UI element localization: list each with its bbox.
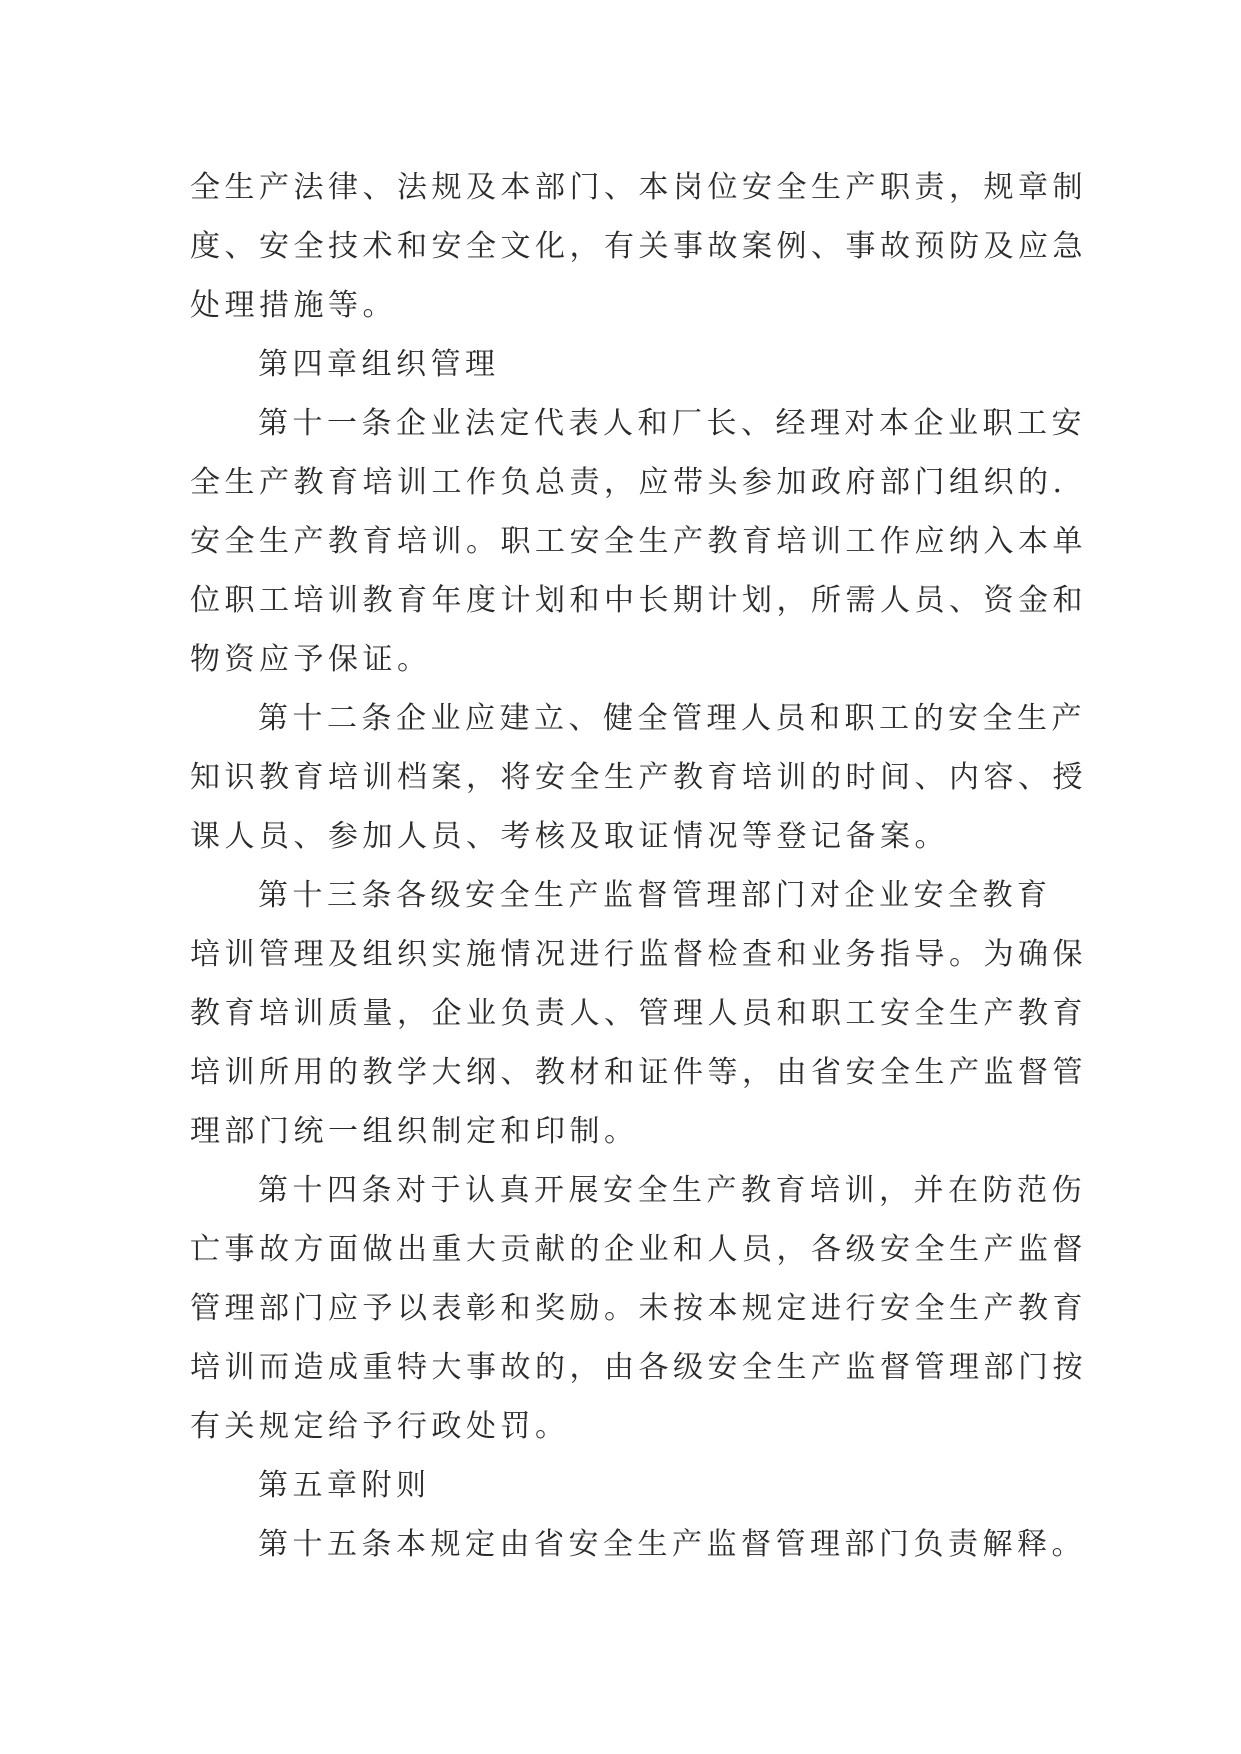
text-line: 处理措施等。 bbox=[190, 288, 397, 323]
text-line: 第十五条本规定由省安全生产监督管理部门负责解释。 bbox=[258, 1527, 1086, 1562]
text-line: 有关规定给予行政处罚。 bbox=[190, 1409, 570, 1444]
text-line: 第十一条企业法定代表人和厂长、经理对本企业职工安 bbox=[258, 406, 1086, 441]
text-line: 全生产教育培训工作负总责，应带头参加政府部门组织的. bbox=[190, 465, 1067, 500]
text-line: 度、安全技术和安全文化，有关事故案例、事故预防及应急 bbox=[190, 229, 1087, 264]
text-line: 培训而造成重特大事故的，由各级安全生产监督管理部门按 bbox=[190, 1350, 1087, 1385]
text-line: 第四章组织管理 bbox=[258, 347, 500, 382]
text-line: 亡事故方面做出重大贡献的企业和人员，各级安全生产监督 bbox=[190, 1232, 1087, 1267]
text-line: 安全生产教育培训。职工安全生产教育培训工作应纳入本单 bbox=[190, 524, 1087, 559]
text-line: 理部门统一组织制定和印制。 bbox=[190, 1114, 639, 1149]
text-line: 管理部门应予以表彰和奖励。未按本规定进行安全生产教育 bbox=[190, 1291, 1087, 1326]
document-body bbox=[190, 158, 1087, 1574]
text-line: 知识教育培训档案，将安全生产教育培训的时间、内容、授 bbox=[190, 760, 1087, 795]
text-line: 第十三条各级安全生产监督管理部门对企业安全教育 bbox=[258, 878, 1052, 913]
text-line: 教育培训质量，企业负责人、管理人员和职工安全生产教育 bbox=[190, 996, 1087, 1031]
text-line: 第十四条对于认真开展安全生产教育培训，并在防范伤 bbox=[258, 1173, 1086, 1208]
text-line: 位职工培训教育年度计划和中长期计划，所需人员、资金和 bbox=[190, 583, 1087, 618]
text-line: 第十二条企业应建立、健全管理人员和职工的安全生产 bbox=[258, 701, 1086, 736]
text-line: 培训所用的教学大纲、教材和证件等，由省安全生产监督管 bbox=[190, 1055, 1087, 1090]
text-line: 第五章附则 bbox=[258, 1468, 431, 1503]
text-line: 物资应予保证。 bbox=[190, 642, 432, 677]
text-line: 培训管理及组织实施情况进行监督检查和业务指导。为确保 bbox=[190, 937, 1087, 972]
text-line: 全生产法律、法规及本部门、本岗位安全生产职责，规章制 bbox=[190, 170, 1087, 205]
text-line: 课人员、参加人员、考核及取证情况等登记备案。 bbox=[190, 819, 949, 854]
